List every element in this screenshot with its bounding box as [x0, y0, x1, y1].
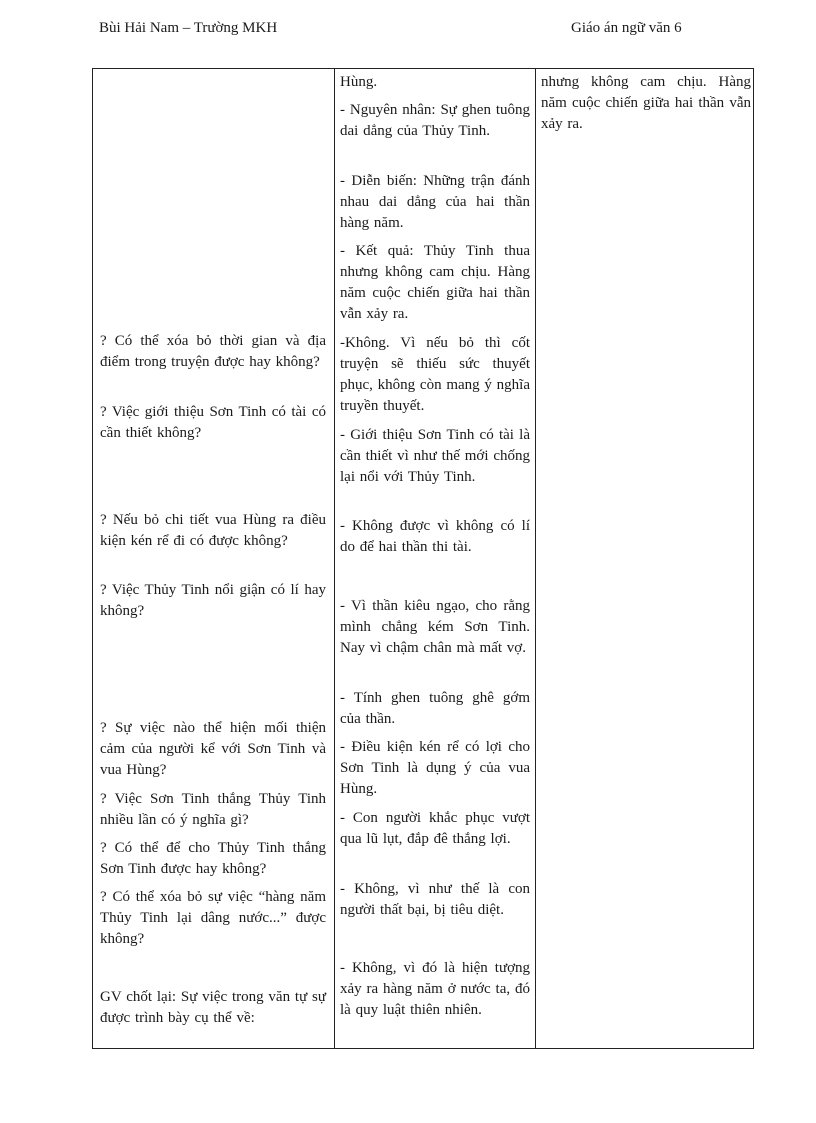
teacher-question: ? Nếu bỏ chi tiết vua Hùng ra điều kiện kén rể đi có được không?: [100, 512, 326, 549]
lesson-table: [92, 68, 754, 1049]
student-answer: Hùng.: [340, 74, 378, 90]
student-answer: - Con người khắc phục vượt qua lũ lụt, đắp đê thắng lợi.: [340, 810, 530, 847]
student-answer: - Không, vì đó là hiện tượng xảy ra hàng năm ở nước ta, đó là quy luật thiên nhiên.: [340, 960, 530, 1018]
teacher-question: ? Sự việc nào thể hiện mối thiện cảm của người kể với Sơn Tinh và vua Hùng?: [100, 720, 326, 778]
student-answer: - Không được vì không có lí do để hai thần thi tài.: [340, 518, 530, 555]
student-answer: - Điều kiện kén rể có lợi cho Sơn Tinh là dụng ý của vua Hùng.: [340, 739, 530, 797]
teacher-conclusion: GV chốt lại: Sự việc trong văn tự sự được trình bày cụ thể về:: [100, 989, 326, 1026]
lesson-note: nhưng không cam chịu. Hàng năm cuộc chiến giữa hai thần vẫn xảy ra.: [541, 74, 751, 132]
student-answer: - Kết quả: Thủy Tinh thua nhưng không cam chịu. Hàng năm cuộc chiến giữa hai thần vẫn xảy ra.: [340, 243, 530, 322]
student-answer: - Giới thiệu Sơn Tinh có tài là cần thiết vì như thế mới chống lại nổi với Thủy Tinh.: [340, 427, 530, 485]
teacher-question: ? Việc Sơn Tinh thắng Thủy Tinh nhiều lần có ý nghĩa gì?: [100, 791, 326, 828]
student-answer: - Tính ghen tuông ghê gớm của thần.: [340, 690, 530, 727]
student-answer: - Vì thần kiêu ngạo, cho rằng mình chẳng kém Sơn Tinh. Nay vì chậm chân mà mất vợ.: [340, 598, 530, 656]
column-divider: [334, 69, 335, 1048]
student-answer: - Diễn biến: Những trận đánh nhau dai dẳng của hai thần hàng năm.: [340, 173, 530, 231]
teacher-question: ? Có thể để cho Thủy Tinh thắng Sơn Tinh được hay không?: [100, 840, 326, 877]
student-answer: - Không, vì như thế là con người thất bại, bị tiêu diệt.: [340, 881, 530, 918]
teacher-question: ? Có thể xóa bỏ sự việc “hàng năm Thủy Tinh lại dâng nước...” được không?: [100, 889, 326, 947]
teacher-question: ? Việc giới thiệu Sơn Tinh có tài có cần thiết không?: [100, 404, 326, 441]
teacher-question: ? Việc Thủy Tinh nổi giận có lí hay không?: [100, 582, 326, 619]
header-author-school: Bùi Hải Nam – Trường MKH: [99, 20, 278, 36]
student-answer: - Nguyên nhân: Sự ghen tuông dai dẳng của Thủy Tinh.: [340, 102, 530, 139]
header-subject: Giáo án ngữ văn 6: [571, 20, 682, 36]
column-divider: [535, 69, 536, 1048]
student-answer: -Không. Vì nếu bỏ thì cốt truyện sẽ thiếu sức thuyết phục, không còn mang ý nghĩa truyền thuyết.: [340, 335, 530, 414]
teacher-question: ? Có thể xóa bỏ thời gian và địa điểm trong truyện được hay không?: [100, 333, 326, 370]
